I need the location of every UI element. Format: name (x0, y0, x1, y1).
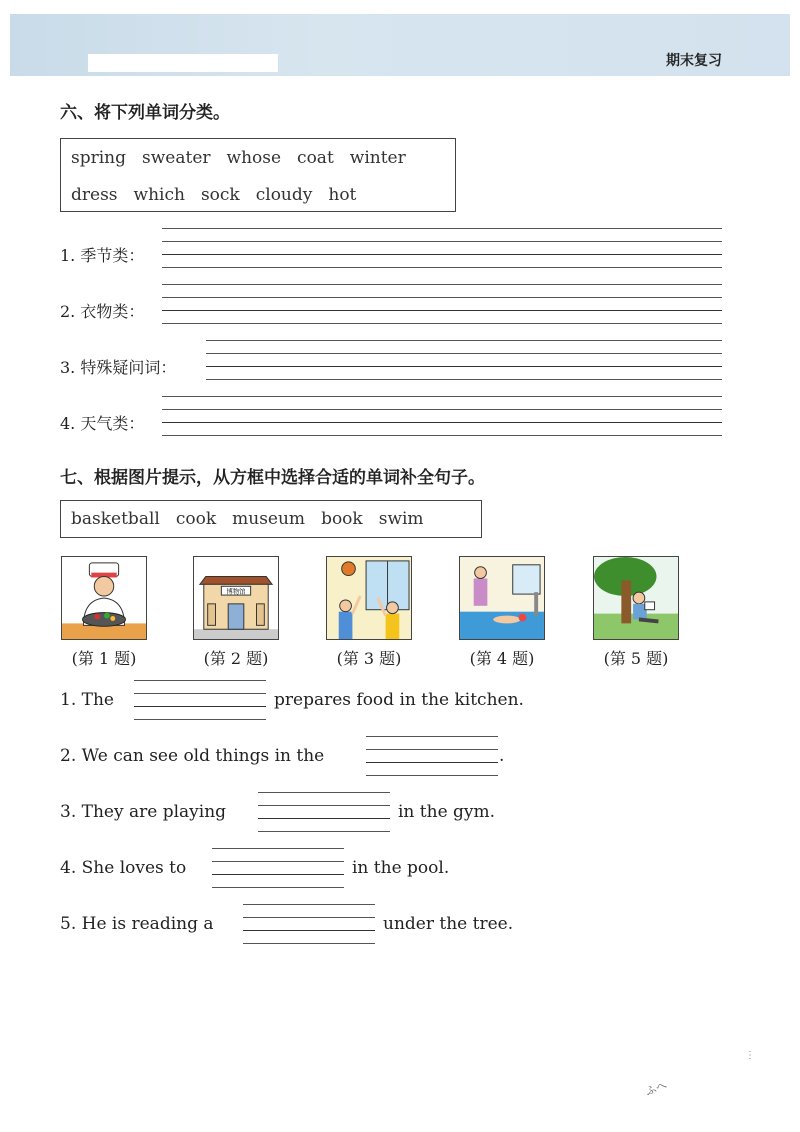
answer-blank-1[interactable] (134, 680, 266, 720)
picture-caption: (第 2 题) (203, 649, 269, 668)
picture-book (593, 556, 679, 640)
word: which (133, 185, 185, 205)
category-label: 1. 季节类： (60, 246, 145, 265)
word: sweater (142, 148, 211, 168)
answer-blank-2[interactable] (366, 736, 498, 776)
section6-word-box (60, 138, 456, 212)
sentence-number: 3. (60, 802, 77, 822)
word-row-2 (71, 185, 372, 205)
category-label: 4. 天气类： (60, 414, 145, 433)
answer-lines-weather[interactable] (162, 396, 722, 436)
category-label: 2. 衣物类： (60, 302, 145, 321)
sentence-number: 2. (60, 746, 77, 766)
word: cook (175, 509, 217, 529)
museum-illustration (194, 557, 278, 639)
picture-caption: (第 5 题) (603, 649, 669, 668)
answer-blank-4[interactable] (212, 848, 344, 888)
sentence-text-before: They are playing (81, 802, 227, 822)
word-row-1 (71, 148, 422, 168)
header-title: 期末复习 (666, 53, 722, 69)
word-row (71, 509, 440, 529)
word: whose (226, 148, 282, 168)
sentence-4 (60, 858, 186, 878)
word: coat (297, 148, 334, 168)
word: swim (378, 509, 424, 529)
picture-museum (193, 556, 279, 640)
sentence-1 (60, 690, 114, 710)
sentence-5 (60, 914, 214, 934)
sentence-text-before: He is reading a (81, 914, 214, 934)
word: book (321, 509, 363, 529)
sentence-text-after: in the gym. (398, 802, 496, 822)
sentence-text-before: The (81, 690, 114, 710)
picture-basketball (326, 556, 412, 640)
picture-swim (459, 556, 545, 640)
sentence-text-after: . (499, 746, 505, 766)
word: cloudy (255, 185, 313, 205)
picture-caption: (第 4 题) (469, 649, 535, 668)
word: hot (328, 185, 357, 205)
answer-blank-5[interactable] (243, 904, 375, 944)
sentence-number: 4. (60, 858, 77, 878)
answer-blank-3[interactable] (258, 792, 390, 832)
swimming-illustration (460, 557, 544, 639)
answer-lines-question-words[interactable] (206, 340, 722, 380)
word: dress (71, 185, 118, 205)
reading-illustration (594, 557, 678, 639)
sentence-number: 1. (60, 690, 77, 710)
answer-lines-season[interactable] (162, 228, 722, 268)
word: basketball (71, 509, 160, 529)
picture-caption: (第 3 题) (336, 649, 402, 668)
word: winter (349, 148, 406, 168)
section7-word-box (60, 500, 482, 538)
sentence-2 (60, 746, 324, 766)
sentence-text-before: She loves to (81, 858, 187, 878)
scan-speck: ⋮ (745, 1050, 755, 1061)
sentence-text-after: prepares food in the kitchen. (274, 690, 524, 710)
basketball-illustration (327, 557, 411, 639)
museum-sign-text: 博物馆 (226, 588, 246, 596)
sentence-text-after: under the tree. (383, 914, 514, 934)
category-label: 3. 特殊疑问词： (60, 358, 177, 377)
sentence-text-before: We can see old things in the (81, 746, 325, 766)
sentence-3 (60, 802, 226, 822)
section7-title: 七、根据图片提示，从方框中选择合适的单词补全句子。 (60, 468, 485, 488)
word: spring (71, 148, 127, 168)
redacted-area (88, 54, 278, 72)
sentence-number: 5. (60, 914, 77, 934)
word: museum (232, 509, 306, 529)
sentence-text-after: in the pool. (352, 858, 450, 878)
section6-title: 六、将下列单词分类。 (60, 103, 230, 123)
corner-marks: ふへ (643, 1078, 669, 1099)
picture-caption: (第 1 题) (71, 649, 137, 668)
answer-lines-clothes[interactable] (162, 284, 722, 324)
word: sock (200, 185, 240, 205)
picture-cook (61, 556, 147, 640)
chef-illustration (62, 557, 146, 639)
